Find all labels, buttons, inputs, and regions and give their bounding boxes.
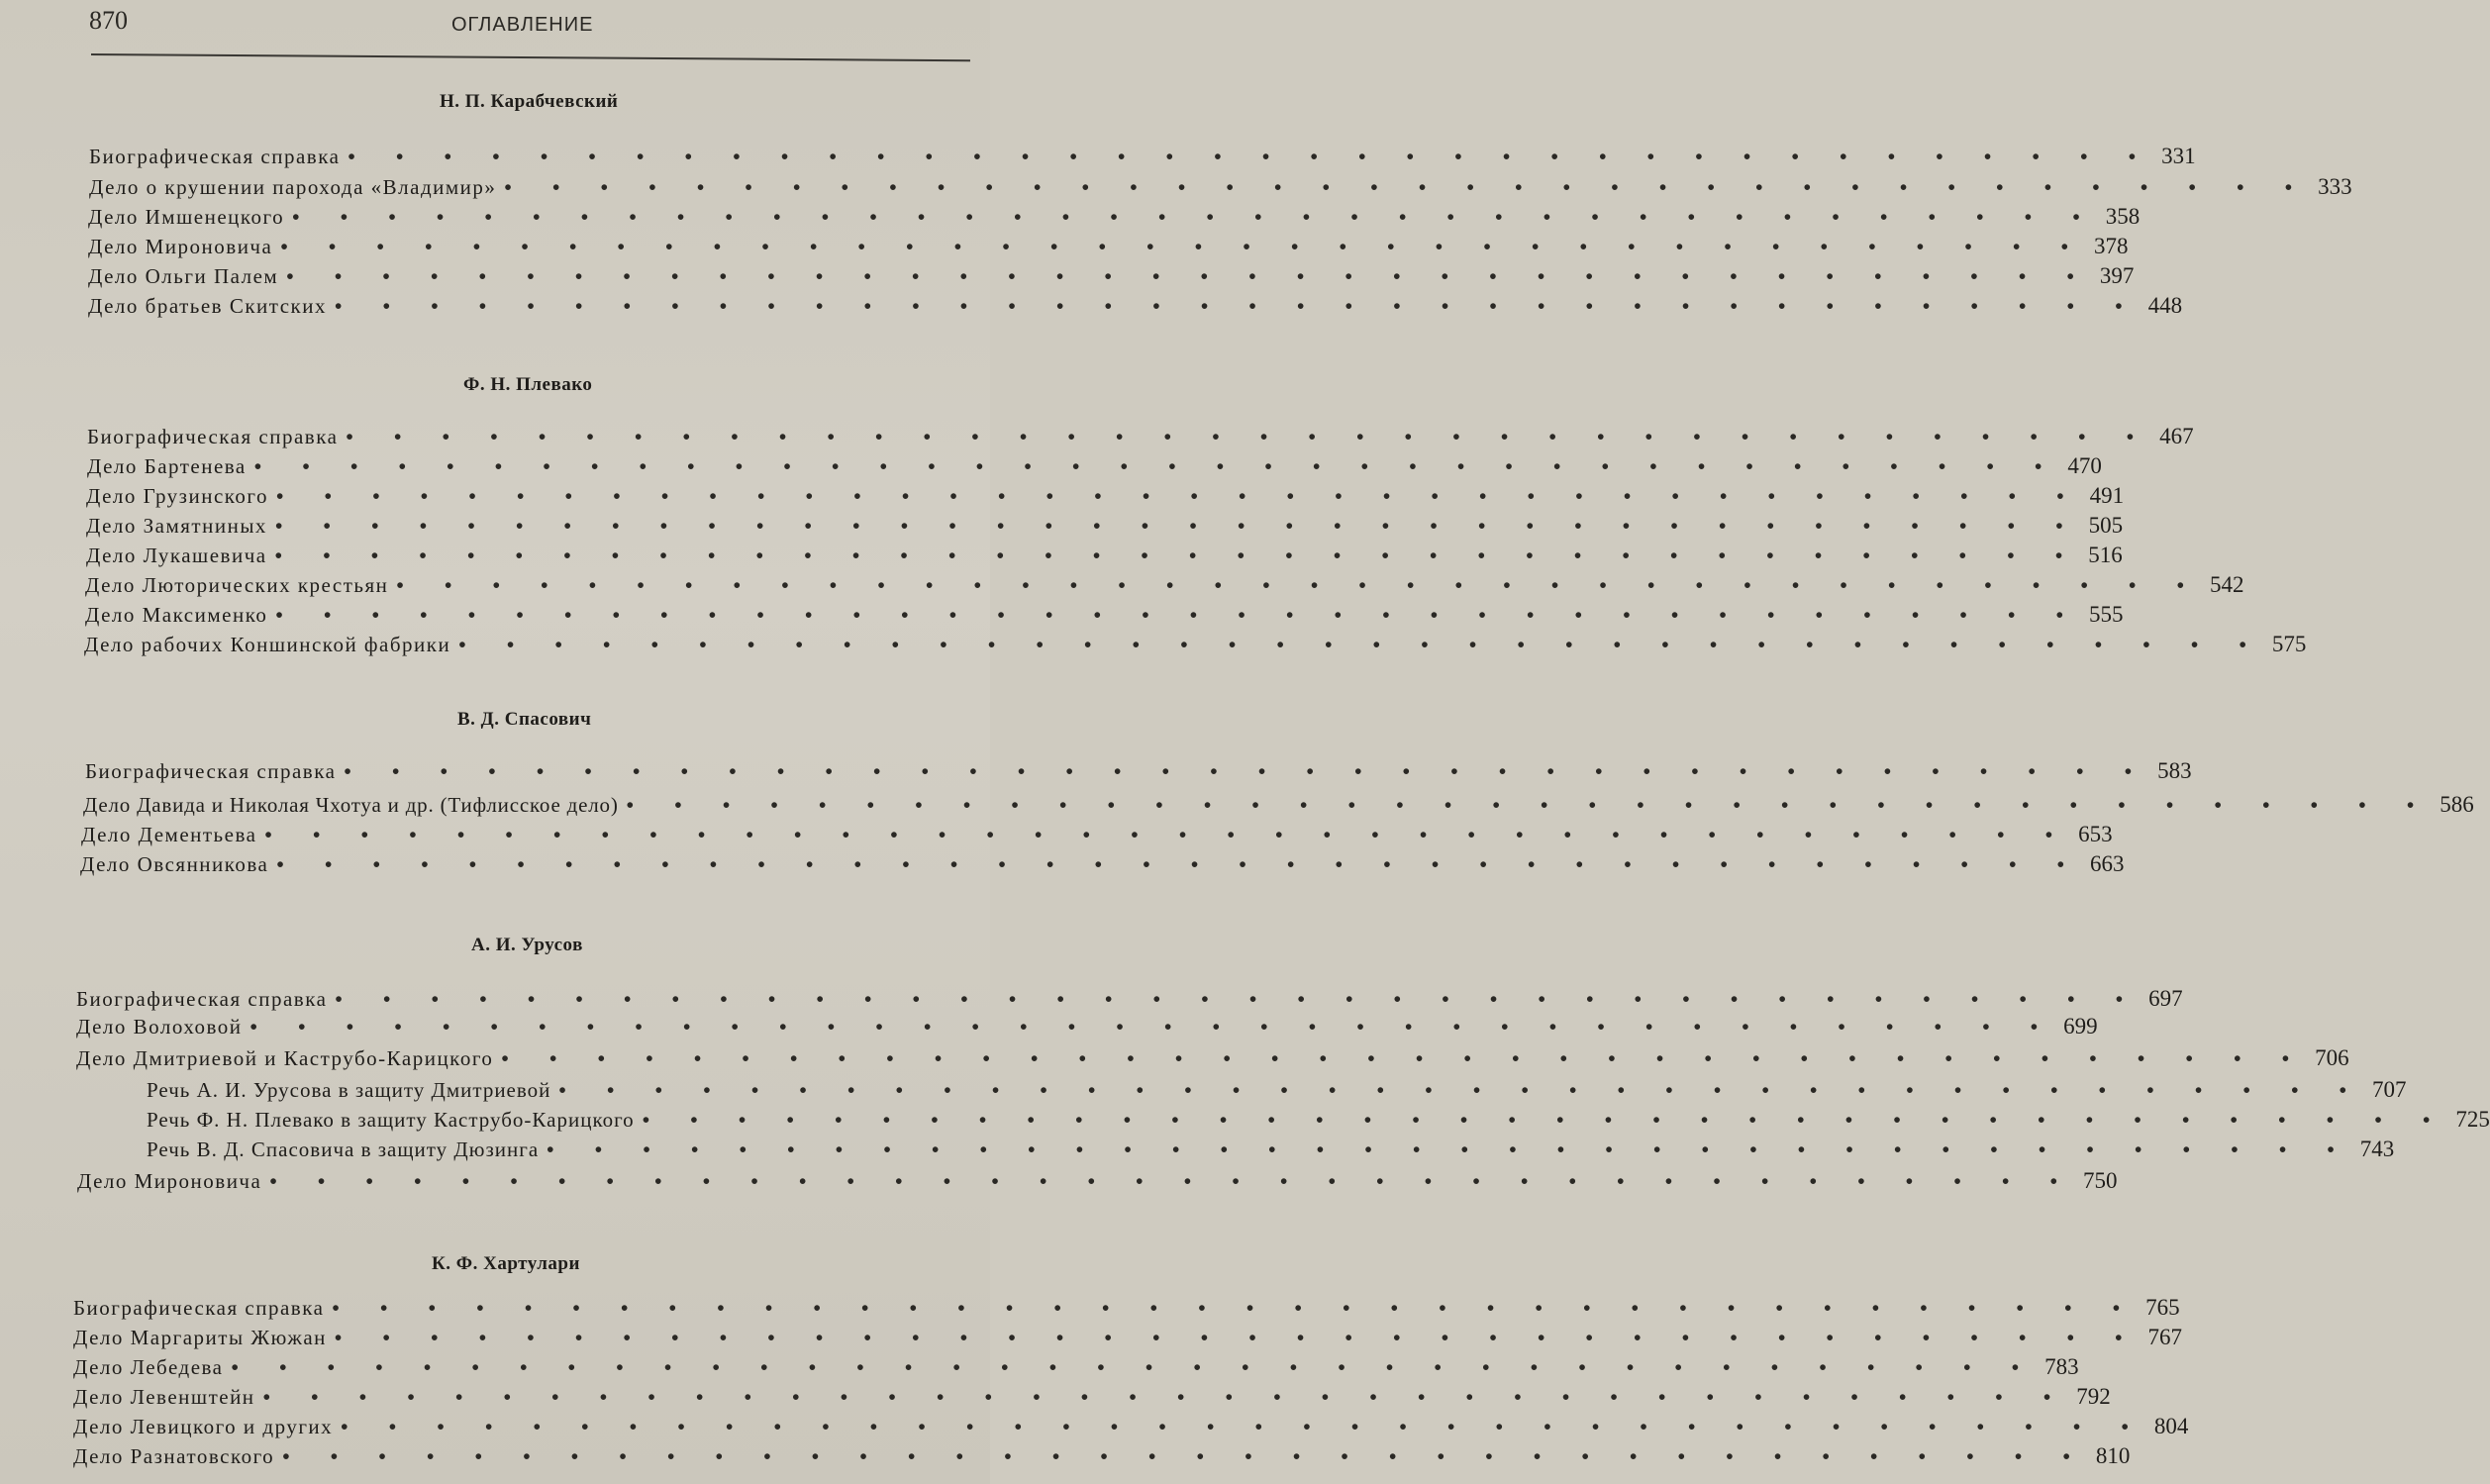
toc-entry	[76, 1014, 2098, 1043]
entry-page: 707	[2372, 1077, 2407, 1102]
entry-title: Дело Лукашевича	[86, 544, 267, 567]
dot-leader: • • • • • • • • • • • • • • • • • • • • • • • • • • • • • • • • • • • • • •	[276, 484, 2082, 508]
dot-leader: • • • • • • • • • • • • • • • • • • • • • • • • • • • • • • • • • • • • • •	[335, 987, 2141, 1011]
entry-page: 542	[2210, 572, 2244, 597]
entry-page: 783	[2044, 1354, 2079, 1379]
entry-page: 331	[2161, 144, 2196, 168]
section-heading-karabchevsky: Н. П. Карабчевский	[440, 91, 619, 112]
toc-entry	[73, 1295, 2180, 1325]
toc-entry	[73, 1354, 2079, 1384]
entry-page: 378	[2093, 234, 2129, 258]
toc-entry	[89, 174, 2352, 204]
entry-title: Дело братьев Скитских	[88, 294, 327, 318]
dot-leader: • • • • • • • • • • • • • • • • • • • • • • • • • • • • • • • • • • • • • •	[249, 1015, 2056, 1039]
entry-title: Дело Левицкого и других	[73, 1415, 334, 1438]
dot-leader: • • • • • • • • • • • • • • • • • • • • • • • • • • • • • • • • • • • • • •	[501, 1046, 2308, 1070]
entry-title: Дело Дементьева	[81, 823, 257, 846]
dot-leader: • • • • • • • • • • • • • • • • • • • • • • • • • • • • • • • • • • • • • •	[626, 793, 2433, 817]
entry-page: 586	[2440, 792, 2474, 817]
toc-entry	[87, 453, 2102, 483]
toc-entry	[77, 1168, 2118, 1198]
dot-leader: • • • • • • • • • • • • • • • • • • • • • • • • • • • • • • • • • • • • • •	[274, 514, 2081, 538]
entry-page: 505	[2088, 513, 2124, 538]
toc-entry	[87, 424, 2194, 453]
dot-leader: • • • • • • • • • • • • • • • • • • • • • • • • • • • • • • • • • • • • • •	[253, 454, 2060, 478]
entry-page: 470	[2067, 453, 2102, 478]
dot-leader: • • • • • • • • • • • • • • • • • • • • • • • • • • • • • • • • • • • • • •	[276, 852, 2083, 876]
dot-leader: • • • • • • • • • • • • • • • • • • • • • • • • • • • • • • • • • • • • • •	[458, 633, 2264, 656]
toc-entry	[83, 792, 2474, 822]
dot-leader: • • • • • • • • • • • • • • • • • • • • • • • • • • • • • • • • • • • • • •	[334, 1326, 2141, 1349]
entry-page: 706	[2315, 1045, 2349, 1070]
entry-page: 491	[2089, 483, 2125, 508]
entry-title: Дело Грузинского	[86, 484, 268, 508]
entry-page: 397	[2099, 263, 2135, 288]
dot-leader: • • • • • • • • • • • • • • • • • • • • • • • • • • • • • • • • • • • • • •	[292, 205, 2098, 229]
toc-entry	[88, 234, 2129, 263]
entry-title: Дело Максименко	[85, 603, 268, 627]
entry-page: 765	[2145, 1295, 2180, 1320]
entry-page: 653	[2078, 822, 2113, 846]
entry-title: Биографическая справка	[85, 759, 337, 783]
entry-title: Речь А. И. Урусова в защиту Дмитриевой	[147, 1078, 551, 1102]
dot-leader: • • • • • • • • • • • • • • • • • • • • • • • • • • • • • • • • • • • • • •	[334, 294, 2141, 318]
entry-page: 516	[2088, 543, 2123, 567]
entry-page: 743	[2359, 1137, 2395, 1161]
toc-entry	[73, 1325, 2183, 1354]
toc-entry	[84, 632, 2307, 661]
toc-entry	[81, 822, 2113, 851]
entry-page: 699	[2063, 1014, 2098, 1039]
entry-page: 810	[2095, 1443, 2131, 1468]
toc-entry	[85, 758, 2192, 788]
dot-leader: • • • • • • • • • • • • • • • • • • • • • • • • • • • • • • • • • • • • • •	[346, 425, 2152, 448]
entry-title: Дело Люторических крестьян	[85, 573, 389, 597]
dot-leader: • • • • • • • • • • • • • • • • • • • • • • • • • • • • • • • • • • • • • •	[348, 145, 2154, 168]
dot-leader: • • • • • • • • • • • • • • • • • • • • • • • • • • • • • • • • • • • • • •	[396, 573, 2203, 597]
entry-page: 333	[2318, 174, 2352, 199]
toc-entry	[89, 144, 2196, 173]
entry-title: Дело Левенштейн	[73, 1385, 255, 1409]
entry-page: 448	[2147, 293, 2183, 318]
entry-page: 575	[2271, 632, 2307, 656]
dot-leader: • • • • • • • • • • • • • • • • • • • • • • • • • • • • • • • • • • • • • •	[262, 1385, 2069, 1409]
entry-page: 767	[2147, 1325, 2183, 1349]
dot-leader: • • • • • • • • • • • • • • • • • • • • • • • • • • • • • • • • • • • • • •	[231, 1355, 2038, 1379]
entry-title: Дело Имшенецкого	[88, 205, 285, 229]
toc-entry	[73, 1384, 2111, 1414]
toc-subentry	[147, 1137, 2395, 1166]
entry-title: Дело Замятниных	[86, 514, 267, 538]
entry-title: Речь В. Д. Спасовича в защиту Дюзинга	[147, 1138, 540, 1161]
entry-title: Дело рабочих Коншинской фабрики	[84, 633, 451, 656]
header-rule	[91, 53, 970, 61]
running-title: ОГЛАВЛЕНИЕ	[451, 14, 594, 36]
toc-entry	[73, 1414, 2189, 1443]
toc-entry	[86, 513, 2124, 543]
toc-entry	[85, 602, 2124, 632]
toc-entry	[88, 204, 2141, 234]
entry-title: Дело Бартенева	[87, 454, 247, 478]
section-heading-spasovich: В. Д. Спасович	[457, 709, 592, 730]
dot-leader: • • • • • • • • • • • • • • • • • • • • • • • • • • • • • • • • • • • • • •	[332, 1296, 2139, 1320]
toc-entry	[73, 1443, 2131, 1473]
toc-entry	[88, 293, 2183, 323]
entry-title: Дело Мироновича	[77, 1169, 262, 1193]
toc-subentry	[147, 1077, 2407, 1107]
toc-entry	[85, 572, 2244, 602]
entry-page: 358	[2105, 204, 2141, 229]
dot-leader: • • • • • • • • • • • • • • • • • • • • • • • • • • • • • • • • • • • • • •	[275, 603, 2081, 627]
toc-subentry	[147, 1107, 2490, 1137]
entry-page: 583	[2157, 758, 2192, 783]
dot-leader: • • • • • • • • • • • • • • • • • • • • • • • • • • • • • • • • • • • • • •	[274, 544, 2081, 567]
entry-title: Дело Мироновича	[88, 235, 273, 258]
entry-title: Дело Маргариты Жюжан	[73, 1326, 327, 1349]
dot-leader: • • • • • • • • • • • • • • • • • • • • • • • • • • • • • • • • • • • • • •	[280, 235, 2086, 258]
entry-title: Дело Овсянникова	[80, 852, 269, 876]
dot-leader: • • • • • • • • • • • • • • • • • • • • • • • • • • • • • • • • • • • • • •	[547, 1138, 2352, 1161]
entry-title: Дело Давида и Николая Чхотуа и др. (Тифлисское дело)	[83, 793, 619, 817]
dot-leader: • • • • • • • • • • • • • • • • • • • • • • • • • • • • • • • • • • • • • •	[344, 759, 2150, 783]
toc-entry	[76, 1045, 2349, 1075]
dot-leader: • • • • • • • • • • • • • • • • • • • • • • • • • • • • • • • • • • • • • •	[269, 1169, 2075, 1193]
entry-title: Биографическая справка	[76, 987, 328, 1011]
entry-title: Дело Лебедева	[73, 1355, 224, 1379]
dot-leader: • • • • • • • • • • • • • • • • • • • • • • • • • • • • • • • • • • • • • •	[558, 1078, 2365, 1102]
dot-leader: • • • • • • • • • • • • • • • • • • • • • • • • • • • • • • • • • • • • • •	[282, 1444, 2088, 1468]
section-heading-khartulari: К. Ф. Хартулари	[432, 1253, 580, 1274]
toc-entry	[76, 986, 2183, 1016]
entry-title: Дело Ольги Палем	[88, 264, 279, 288]
dot-leader: • • • • • • • • • • • • • • • • • • • • • • • • • • • • • • • • • • • • • •	[642, 1108, 2448, 1132]
entry-title: Дело о крушении парохода «Владимир»	[89, 175, 497, 199]
section-heading-urusov: А. И. Урусов	[471, 935, 583, 955]
toc-entry	[86, 483, 2125, 513]
entry-title: Дело Волоховой	[76, 1015, 243, 1039]
entry-page: 555	[2089, 602, 2124, 627]
entry-title: Дело Дмитриевой и Каструбо-Карицкого	[76, 1046, 494, 1070]
entry-page: 663	[2090, 851, 2125, 876]
entry-title: Биографическая справка	[89, 145, 341, 168]
page-header	[89, 6, 970, 46]
toc-entry	[80, 851, 2125, 881]
page-number: 870	[89, 6, 128, 35]
entry-title: Дело Разнатовского	[73, 1444, 275, 1468]
dot-leader: • • • • • • • • • • • • • • • • • • • • • • • • • • • • • • • • • • • • • •	[286, 264, 2092, 288]
dot-leader: • • • • • • • • • • • • • • • • • • • • • • • • • • • • • • • • • • • • • •	[264, 823, 2071, 846]
entry-page: 725	[2455, 1107, 2490, 1132]
entry-page: 697	[2148, 986, 2183, 1011]
dot-leader: • • • • • • • • • • • • • • • • • • • • • • • • • • • • • • • • • • • • • •	[504, 175, 2311, 199]
entry-title: Биографическая справка	[87, 425, 339, 448]
section-heading-plevako: Ф. Н. Плевако	[463, 374, 593, 395]
entry-page: 750	[2082, 1168, 2118, 1193]
entry-page: 467	[2159, 424, 2194, 448]
entry-title: Биографическая справка	[73, 1296, 325, 1320]
entry-page: 804	[2153, 1414, 2189, 1438]
toc-entry	[86, 543, 2123, 572]
entry-page: 792	[2076, 1384, 2111, 1409]
dot-leader: • • • • • • • • • • • • • • • • • • • • • • • • • • • • • • • • • • • • • •	[341, 1415, 2146, 1438]
toc-entry	[88, 263, 2135, 293]
entry-title: Речь Ф. Н. Плевако в защиту Каструбо-Карицкого	[147, 1108, 635, 1132]
